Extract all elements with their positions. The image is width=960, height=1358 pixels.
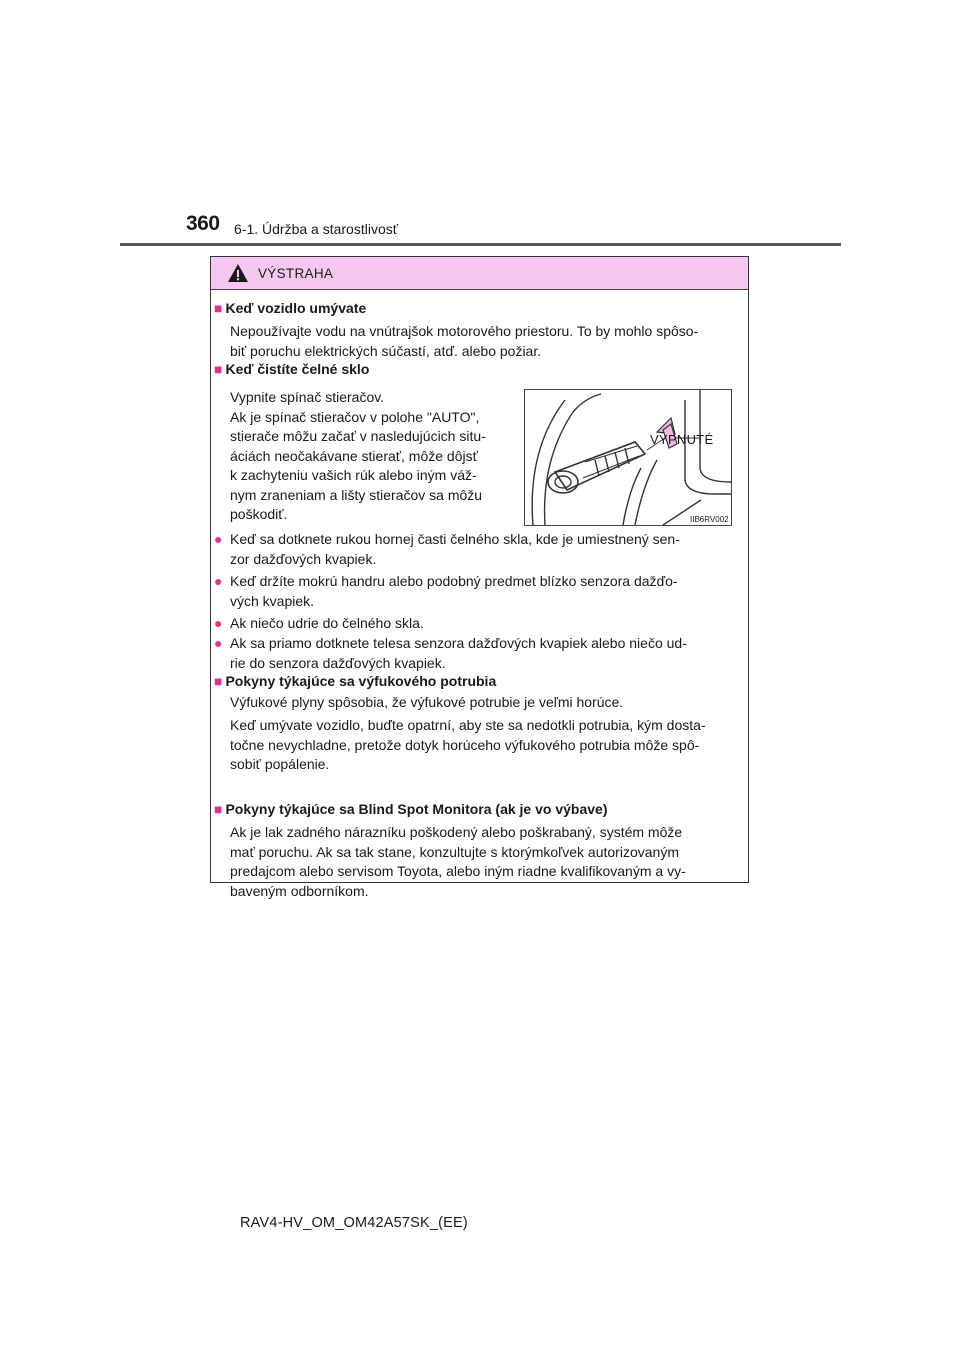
square-bullet-icon: ■ [214,300,223,316]
heading-exhaust [214,673,496,689]
heading-washing [214,300,366,316]
off-position-label: VYPNUTÉ [650,432,714,447]
text-line: Nepoužívajte vodu na vnútrajšok motorového priestoru. To by mohlo spôso- [230,323,699,339]
text-line: rie do senzora dažďových kvapiek. [230,654,446,671]
steering-column-drawing [525,390,731,525]
list-item [214,614,741,634]
heading-text: Pokyny týkajúce sa Blind Spot Monitora (ak je vo výbave) [225,801,608,817]
text-line: točne nevychladne, pretože dotyk horúceho výfukového potrubia môže spô- [230,736,700,753]
text-line: poškodiť. [230,506,288,522]
section-title: 6-1. Údržba a starostlivosť [234,221,398,237]
text-line: Keď umývate vozidlo, buďte opatrní, aby ste sa nedotkli potrubia, kým dosta- [230,717,706,733]
text-line: Ak niečo udrie do čelného skla. [230,615,424,631]
round-bullet-icon: ● [214,573,223,589]
heading-text: Keď čistíte čelné sklo [225,361,370,377]
header-rule [120,243,841,246]
bsm-text [230,823,741,901]
text-line: nym zraneniam a lišty stieračov sa môžu [230,486,483,503]
text-line: stierače môžu začať v nasledujúcich situ- [230,428,486,444]
text-line: sobiť popálenie. [230,756,330,772]
wiper-switch-illustration [524,389,732,526]
heading-bsm [214,801,607,817]
text-line: áciách neočakávane stierať, môže dôjsť [230,447,478,464]
text-line: Keď sa dotknete rukou hornej časti čelného skla, kde je umiestnený sen- [230,531,680,547]
text-line: Vypnite spínač stieračov. [230,389,385,405]
round-bullet-icon: ● [214,635,223,651]
round-bullet-icon: ● [214,531,223,547]
square-bullet-icon: ■ [214,361,223,377]
text-line: Ak je lak zadného nárazníku poškodený alebo poškrabaný, systém môže [230,824,683,840]
exhaust-text: Výfukové plyny spôsobia, že výfukové potrubie je veľmi horúce. [230,694,624,710]
exhaust-caution-text [230,716,741,775]
heading-text: Pokyny týkajúce sa výfukového potrubia [225,673,497,689]
warning-label: VÝSTRAHA [258,265,334,281]
text-line: k zachyteniu vašich rúk alebo iným váž- [230,467,477,483]
heading-windshield [214,361,369,377]
text-line: mať poruchu. Ak sa tak stane, konzultujte s ktorýmkoľvek autorizovaným [230,843,679,860]
text-line: predajcom alebo servisom Toyota, alebo iným riadne kvalifikovaným a vy- [230,863,686,879]
warning-triangle-icon [227,263,249,283]
text-line: vých kvapiek. [230,592,315,609]
illustration-code: IIB6RV002 [690,515,729,524]
list-item [214,572,741,611]
list-item [214,530,741,569]
warning-header [211,257,748,290]
footer-doc-code: RAV4-HV_OM_OM42A57SK_(EE) [240,1215,468,1231]
square-bullet-icon: ■ [214,801,223,817]
text-line: zor dažďových kvapiek. [230,550,377,567]
list-item [214,634,741,673]
text-line: Keď držíte mokrú handru alebo podobný predmet blízko senzora dažďo- [230,573,678,589]
washing-text [230,322,741,361]
text-line: baveným odborníkom. [230,882,369,899]
heading-text: Keď vozidlo umývate [225,300,367,316]
text-line: Ak je spínač stieračov v polohe "AUTO", [230,408,480,425]
round-bullet-icon: ● [214,615,223,631]
square-bullet-icon: ■ [214,673,223,689]
wiper-switch-text [230,388,504,525]
page-number: 360 [186,212,220,235]
text-line: biť poruchu elektrických súčastí, atď. alebo požiar. [230,342,542,359]
text-line: Ak sa priamo dotknete telesa senzora dažďových kvapiek alebo niečo ud- [230,635,687,651]
